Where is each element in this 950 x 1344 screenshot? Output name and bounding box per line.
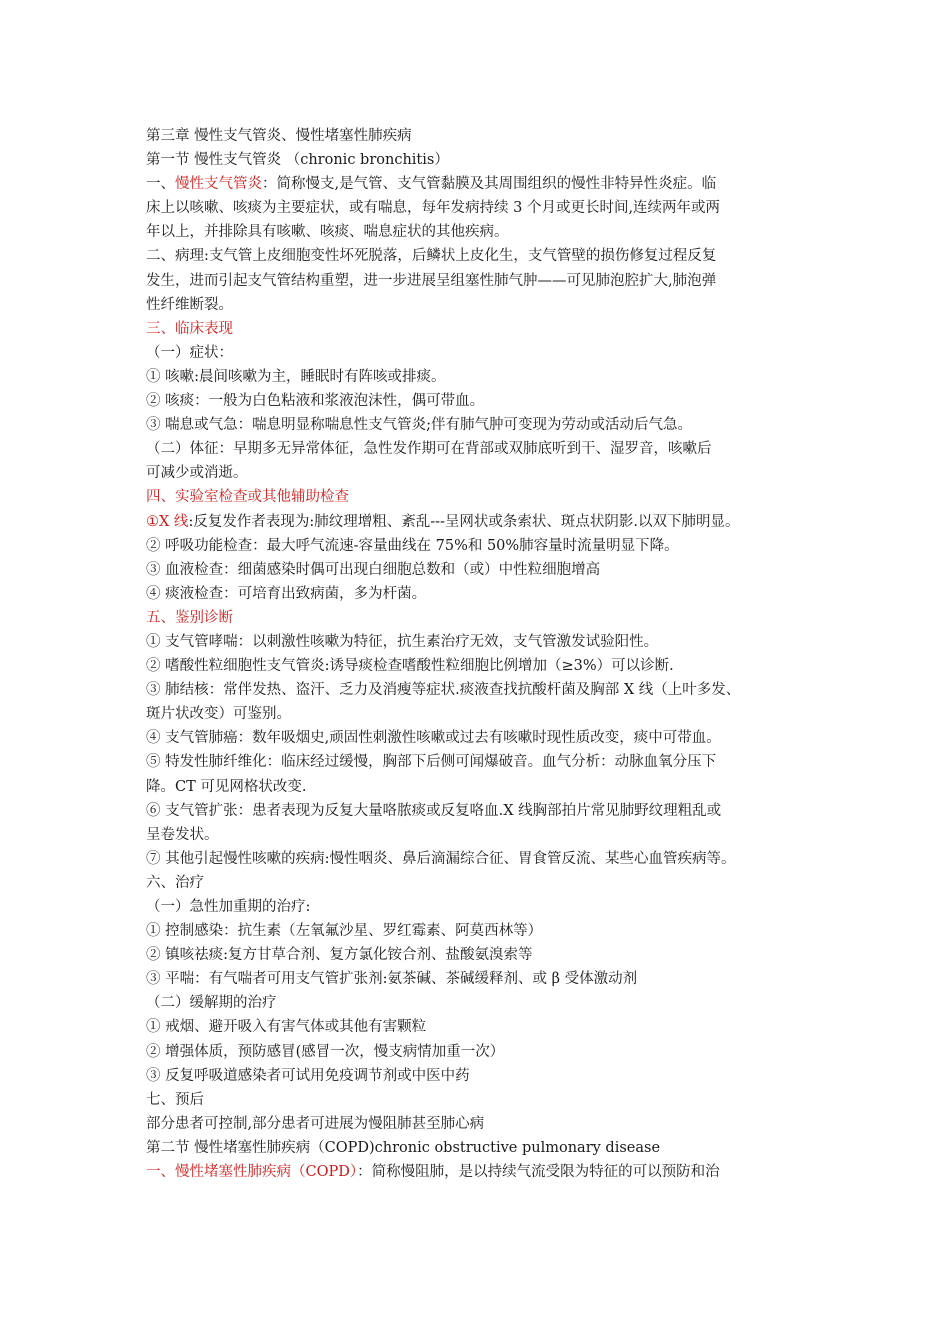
text-line bbox=[146, 269, 826, 293]
text-line bbox=[146, 630, 826, 654]
text-line bbox=[146, 461, 826, 485]
text-segment: 六、治疗 bbox=[146, 874, 204, 891]
text-segment: ⑦ 其他引起慢性咳嗽的疾病:慢性咽炎、鼻后滴漏综合征、胃食管反流、某些心血管疾病等。 bbox=[146, 850, 736, 867]
highlighted-text: 一、慢性堵塞性肺疾病（COPD） bbox=[146, 1164, 358, 1181]
highlighted-text: 四、实验室检查或其他辅助检查 bbox=[146, 489, 349, 506]
text-line bbox=[146, 293, 826, 317]
text-line bbox=[146, 1015, 826, 1039]
text-segment: ③ 反复呼吸道感染者可试用免疫调节剂或中医中药 bbox=[146, 1067, 470, 1084]
text-line bbox=[146, 1088, 826, 1112]
text-line bbox=[146, 558, 826, 582]
text-segment: ② 增强体质，预防感冒(感冒一次，慢支病情加重一次） bbox=[146, 1043, 505, 1060]
text-segment: ⑤ 特发性肺纤维化：临床经过缓慢，胸部下后侧可闻爆破音。血气分析：动脉血氧分压下 bbox=[146, 754, 717, 771]
text-line bbox=[146, 823, 826, 847]
text-line bbox=[146, 148, 826, 172]
text-line bbox=[146, 510, 826, 534]
highlighted-text: ①X 线 bbox=[146, 513, 189, 530]
text-line bbox=[146, 967, 826, 991]
text-segment: ④ 痰液检查：可培育出致病菌，多为杆菌。 bbox=[146, 585, 427, 602]
text-line bbox=[146, 1112, 826, 1136]
text-line bbox=[146, 534, 826, 558]
highlighted-text: 三、临床表现 bbox=[146, 320, 233, 337]
text-segment: 第三章 慢性支气管炎、慢性堵塞性肺疾病 bbox=[146, 128, 412, 144]
text-segment: ④ 支气管肺癌：数年吸烟史,顽固性刺激性咳嗽或过去有咳嗽时现性质改变，痰中可带血。 bbox=[146, 730, 721, 747]
text-segment: ② 镇咳祛痰:复方甘草合剂、复方氯化铵合剂、盐酸氨溴索等 bbox=[146, 947, 533, 964]
text-segment: 可减少或消逝。 bbox=[146, 465, 248, 482]
text-segment: ② 呼吸功能检查：最大呼气流速-容量曲线在 75%和 50%肺容量时流量明显下降。 bbox=[146, 537, 679, 554]
text-segment: 一、 bbox=[146, 176, 175, 193]
text-line bbox=[146, 1136, 826, 1160]
text-segment: ③ 肺结核：常伴发热、盗汗、乏力及消瘦等症状.痰液查找抗酸杆菌及胸部 X 线（上叶多发、 bbox=[146, 682, 741, 699]
text-line bbox=[146, 244, 826, 268]
text-line bbox=[146, 702, 826, 726]
text-line bbox=[146, 991, 826, 1015]
text-segment: ③ 血液检查：细菌感染时偶可出现白细胞总数和（或）中性粒细胞增高 bbox=[146, 561, 601, 578]
text-segment: ：简称慢阻肺，是以持续气流受限为特征的可以预防和治 bbox=[357, 1164, 720, 1181]
text-line bbox=[146, 485, 826, 509]
text-segment: （一）症状： bbox=[146, 344, 233, 361]
text-line bbox=[146, 799, 826, 823]
text-segment: 斑片状改变）可鉴别。 bbox=[146, 706, 291, 723]
text-segment: 二、病理:支气管上皮细胞变性坏死脱落，后鳞状上皮化生，支气管壁的损伤修复过程反复 bbox=[146, 248, 717, 265]
text-segment: 呈卷发状。 bbox=[146, 826, 219, 843]
text-segment: （二）缓解期的治疗 bbox=[146, 995, 277, 1012]
text-segment: ③ 平喘：有气喘者可用支气管扩张剂:氨茶碱、茶碱缓释剂、或 β 受体激动剂 bbox=[146, 971, 638, 988]
text-segment: ① 支气管哮喘：以刺激性咳嗽为特征，抗生素治疗无效，支气管激发试验阳性。 bbox=[146, 633, 659, 650]
text-line bbox=[146, 1064, 826, 1088]
text-line bbox=[146, 220, 826, 244]
text-segment: 发生，进而引起支气管结构重塑，进一步进展呈组塞性肺气肿——可见肺泡腔扩大,肺泡弹 bbox=[146, 272, 717, 289]
text-segment: 第一节 慢性支气管炎 （chronic bronchitis） bbox=[146, 152, 449, 169]
text-segment: ② 咳痰：一般为白色粘液和浆液泡沫性，偶可带血。 bbox=[146, 393, 485, 410]
text-segment: ③ 喘息或气急：喘息明显称喘息性支气管炎;伴有肺气肿可变现为劳动或活动后气急。 bbox=[146, 417, 692, 434]
text-segment: ：简称慢支,是气管、支气管黏膜及其周围组织的慢性非特异性炎症。临 bbox=[262, 176, 717, 193]
text-line bbox=[146, 750, 826, 774]
text-line bbox=[146, 726, 826, 750]
text-line bbox=[146, 871, 826, 895]
text-segment: ② 嗜酸性粒细胞性支气管炎:诱导痰检查嗜酸性粒细胞比例增加（≥3%）可以诊断. bbox=[146, 658, 674, 675]
text-line bbox=[146, 775, 826, 799]
text-segment: （二）体征：早期多无异常体征，急性发作期可在背部或双肺底听到干、湿罗音，咳嗽后 bbox=[146, 441, 712, 458]
highlighted-text: 慢性支气管炎 bbox=[175, 176, 262, 193]
text-segment: 降。CT 可见网格状改变. bbox=[146, 778, 307, 795]
text-line bbox=[146, 1160, 826, 1184]
text-segment: 部分患者可控制,部分患者可进展为慢阻肺甚至肺心病 bbox=[146, 1115, 485, 1132]
text-line bbox=[146, 172, 826, 196]
text-segment: ⑥ 支气管扩张：患者表现为反复大量咯脓痰或反复咯血.X 线胸部拍片常见肺野纹理粗乱或 bbox=[146, 802, 722, 819]
text-line bbox=[146, 919, 826, 943]
text-line bbox=[146, 654, 826, 678]
text-segment: 性纤维断裂。 bbox=[146, 296, 233, 313]
highlighted-text: 五、鉴别诊断 bbox=[146, 609, 233, 626]
text-line bbox=[146, 196, 826, 220]
text-line bbox=[146, 1040, 826, 1064]
text-line bbox=[146, 943, 826, 967]
text-line bbox=[146, 413, 826, 437]
text-segment: ① 戒烟、避开吸入有害气体或其他有害颗粒 bbox=[146, 1019, 427, 1036]
text-line bbox=[146, 895, 826, 919]
text-line bbox=[146, 678, 826, 702]
text-line bbox=[146, 437, 826, 461]
text-segment: 年以上，并排除具有咳嗽、咳痰、喘息症状的其他疾病。 bbox=[146, 224, 509, 241]
text-line bbox=[146, 124, 826, 148]
text-segment: （一）急性加重期的治疗: bbox=[146, 899, 311, 915]
text-segment: :反复发作者表现为:肺纹理增粗、紊乱---呈网状或条索状、斑点状阴影.以双下肺明显。 bbox=[188, 513, 740, 530]
text-segment: 七、预后 bbox=[146, 1091, 204, 1108]
text-line bbox=[146, 389, 826, 413]
text-line bbox=[146, 341, 826, 365]
text-line bbox=[146, 365, 826, 389]
text-line bbox=[146, 847, 826, 871]
text-line bbox=[146, 582, 826, 606]
text-segment: 床上以咳嗽、咳痰为主要症状，或有喘息，每年发病持续 3 个月或更长时间,连续两年或两 bbox=[146, 200, 721, 217]
text-segment: ① 控制感染：抗生素（左氧氟沙星、罗红霉素、阿莫西林等） bbox=[146, 923, 543, 940]
text-segment: ① 咳嗽:晨间咳嗽为主，睡眠时有阵咳或排痰。 bbox=[146, 368, 446, 385]
text-line bbox=[146, 317, 826, 341]
text-segment: 第二节 慢性堵塞性肺疾病（COPD)chronic obstructive pulmonary disease bbox=[146, 1139, 661, 1156]
document-page bbox=[146, 124, 826, 1184]
text-line bbox=[146, 606, 826, 630]
